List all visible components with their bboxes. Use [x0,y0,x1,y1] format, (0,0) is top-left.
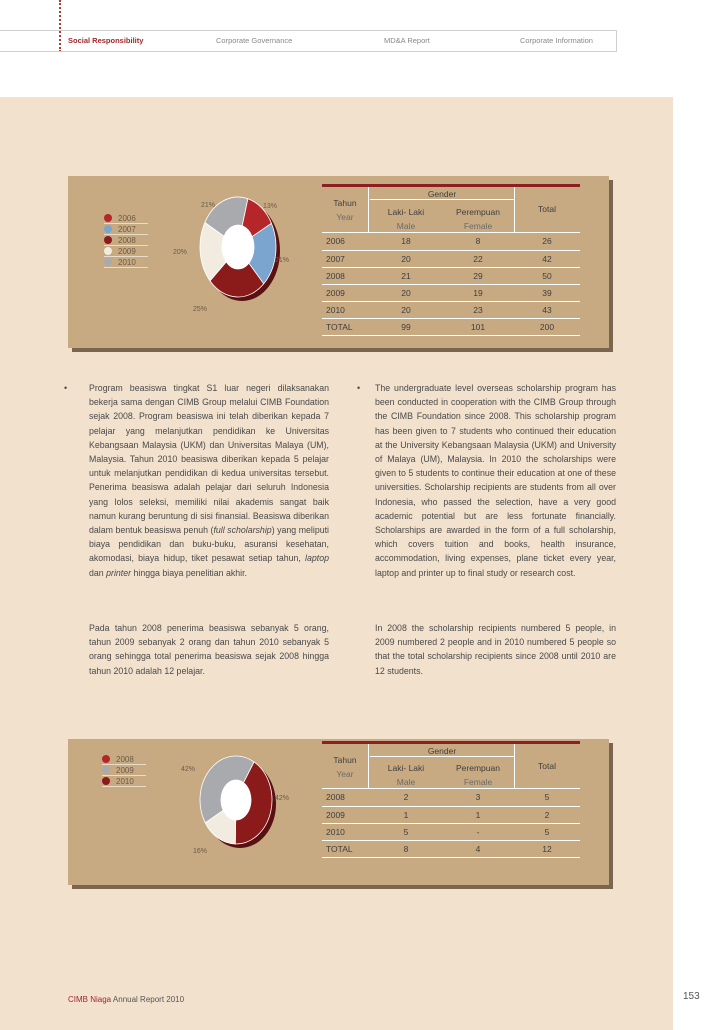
page-number: 153 [683,991,700,1002]
pie1-label-2006: 13% [263,203,278,210]
table-row [322,789,580,806]
divider [514,187,515,232]
female-label: Perempuan [456,207,500,217]
text-run: Program beasiswa tingkat S1 luar negeri dilaksanakan bekerja sama dengan CIMB Group melalui CIMB Foundation sejak 2008. Program beasiswa ini telah diberikan kepada 7 pelajar yang melanjutkan pendidikan ke Universitas Kebangsaan Malaysia (UKM) dan Universitas Malaya (UM), Malaysia. Tahun 2010 beasiswa diberikan kepada 5 pelajar untuk melanjutkan pendidikan di kedua universitas tersebut. Penerima beasiswa adalah pelajar dari seluruh Indonesia yang lolos seleksi, memiliki nilai akademis sangat baik namun kurang beruntung di sisi finansial. Beasiswa diberikan dalam bentuk beasiswa penuh ( [89,383,329,536]
cell-total: 50 [514,267,580,284]
table1-total-header: Total [538,204,556,214]
legend-item-2009 [104,246,148,257]
legend-item-2008 [104,235,148,246]
cell-male: 18 [370,233,442,250]
chart2-legend [102,754,146,787]
text-run: ) yang meliputi biaya pendidikan dan buku-buku, asuransi kesehatan, akomodasi, biaya hidup, tiket pesawat setiap tahun, [89,525,330,564]
legend-item-2007 [104,224,148,235]
pie1-label-2007: 21% [275,257,290,264]
table1-scholarship-by-gender [322,233,580,336]
table2-top-rule [322,741,580,744]
legend-swatch [104,258,112,266]
legend-swatch [104,247,112,255]
cell-year: 2008 [322,267,370,284]
cell-female: 8 [442,233,514,250]
pie-chart-2008-2010 [186,753,296,853]
cell-female: 23 [442,301,514,318]
divider [370,199,514,200]
cell-total: 5 [514,823,580,840]
bullet-en: • [357,383,361,393]
cell-year: 2007 [322,250,370,267]
cell-total: 43 [514,301,580,318]
cell-year: 2010 [322,823,370,840]
cell-female: 4 [442,840,514,857]
cell-total: 2 [514,806,580,823]
table-row [322,233,580,250]
cell-female: 22 [442,250,514,267]
legend-label: 2008 [118,236,136,245]
legend-label: 2008 [116,755,134,764]
legend-swatch [102,777,110,785]
bullet-id: • [64,383,68,393]
table-row [322,284,580,301]
legend-label: 2009 [116,766,134,775]
year-label: Tahun [333,198,357,208]
cell-total: 12 [514,840,580,857]
cell-male: 20 [370,284,442,301]
divider [514,744,515,788]
cell-year: TOTAL [322,318,370,335]
cell-male: 20 [370,250,442,267]
cell-male: 21 [370,267,442,284]
year-label-en: Year [336,769,354,779]
table-row [322,806,580,823]
cell-total: 39 [514,284,580,301]
pie2-label-2008: 42% [275,795,290,802]
cell-male: 1 [370,806,442,823]
legend-item-2008 [102,754,146,765]
table-row [322,301,580,318]
cell-total: 200 [514,318,580,335]
cell-year: 2006 [322,233,370,250]
paragraph-en-2: In 2008 the scholarship recipients numbered 5 people, in 2009 numbered 2 people and in 2010 numbered 5 people so that the total scholarship recipients since 2008 until 2010 are 12 students. [375,623,616,676]
legend-label: 2010 [116,777,134,786]
legend-label: 2006 [118,214,136,223]
legend-label: 2007 [118,225,136,234]
divider [370,756,514,757]
table2-gender-header: Gender [427,746,457,756]
cell-female: 29 [442,267,514,284]
table1-male-header [370,205,442,233]
cell-year: 2009 [322,284,370,301]
legend-swatch [104,214,112,222]
legend-swatch [102,766,110,774]
cell-female: - [442,823,514,840]
footer [68,995,184,1004]
cell-year: 2010 [322,301,370,318]
pie1-label-2010: 21% [201,202,216,209]
tab-mda-report[interactable]: MD&A Report [384,36,430,45]
table2-scholarship-by-gender [322,789,580,858]
cell-male: 8 [370,840,442,857]
female-label-en: Female [463,777,493,787]
table-row [322,823,580,840]
tab-corporate-governance[interactable]: Corporate Governance [216,36,293,45]
pie2-label-2009: 16% [193,848,208,855]
cell-total: 5 [514,789,580,806]
cell-female: 1 [442,806,514,823]
cell-total: 26 [514,233,580,250]
female-label-en: Female [463,221,493,231]
table1-female-header [442,205,514,233]
legend-item-2006 [104,213,148,224]
divider [368,187,369,232]
cell-male: 2 [370,789,442,806]
pie1-label-2009: 20% [173,249,188,256]
text-run-italic: laptop [305,553,329,564]
table2-year-header [322,753,368,781]
legend-swatch [102,755,110,763]
tab-corporate-information[interactable]: Corporate Information [520,36,593,45]
male-label: Laki- Laki [387,207,425,217]
table-row [322,840,580,857]
table1-year-header [322,196,368,224]
cell-year: 2009 [322,806,370,823]
pie2-label-2010: 42% [181,766,196,773]
table2-female-header [442,761,514,789]
legend-item-2010 [102,776,146,787]
paragraph-id-2: Pada tahun 2008 penerima beasiswa sebanyak 5 orang, tahun 2009 sebanyak 2 orang dan tahun 2010 sebanyak 5 orang sehingga total penerima beasiswa sejak 2008 hingga tahun 2010 adalah 12 pelajar. [89,623,329,676]
section-nav [0,30,617,52]
legend-swatch [104,225,112,233]
paragraph-id-1 [89,381,329,580]
cell-male: 5 [370,823,442,840]
table1-gender-header: Gender [427,189,457,199]
footer-title: Annual Report 2010 [111,995,185,1004]
legend-label: 2009 [118,247,136,256]
legend-item-2009 [102,765,146,776]
pie-hole [221,780,251,820]
legend-label: 2010 [118,258,136,267]
table-row [322,250,580,267]
cell-year: TOTAL [322,840,370,857]
cell-total: 42 [514,250,580,267]
legend-item-2010 [104,257,148,268]
male-label-en: Male [396,221,416,231]
text-run: hingga biaya penelitian akhir. [131,567,247,578]
cell-male: 20 [370,301,442,318]
chart1-legend [104,213,148,268]
cell-female: 19 [442,284,514,301]
pie-hole [222,225,254,269]
text-run-italic: printer [106,567,132,578]
tab-social-responsibility[interactable]: Social Responsibility [68,36,144,45]
female-label: Perempuan [456,763,500,773]
divider [368,744,369,788]
legend-swatch [104,236,112,244]
male-label: Laki- Laki [387,763,425,773]
year-label-en: Year [336,212,354,222]
cell-female: 101 [442,318,514,335]
year-label: Tahun [333,755,357,765]
text-run: dan [89,567,107,578]
cell-year: 2008 [322,789,370,806]
table1-top-rule [322,184,580,187]
table-row [322,318,580,335]
cell-female: 3 [442,789,514,806]
table-row [322,267,580,284]
pie-chart-2006-2010 [186,195,296,305]
cell-male: 99 [370,318,442,335]
table2-male-header [370,761,442,789]
footer-brand: CIMB Niaga [68,995,112,1004]
pie1-label-2008: 25% [193,306,208,313]
paragraph-en-1: The undergraduate level overseas scholarship program has been conducted in cooperation with the CIMB Group through the CIMB Foundation since 2008. This scholarship program has been given to 7 students who continued their education at the University Kebangsaan Malaysia (UKM) and University of Malaya (UM), Malaysia. In 2010 the scholarships were given to 5 students to continue their education at one of these universities. Scholarship recipients are students from all over Indonesia, who passed the selection, have a very good academic potential but are less fortunate financially. Scholarships are awarded in the form of a full scholarship, which covers tuition and books, health insurance, accommodation, living expenses, plane ticket every year, laptop and printer up to final study or research cost. [375,383,616,578]
male-label-en: Male [396,777,416,787]
table2-total-header: Total [538,761,556,771]
text-run-italic: full scholarship [213,525,272,536]
